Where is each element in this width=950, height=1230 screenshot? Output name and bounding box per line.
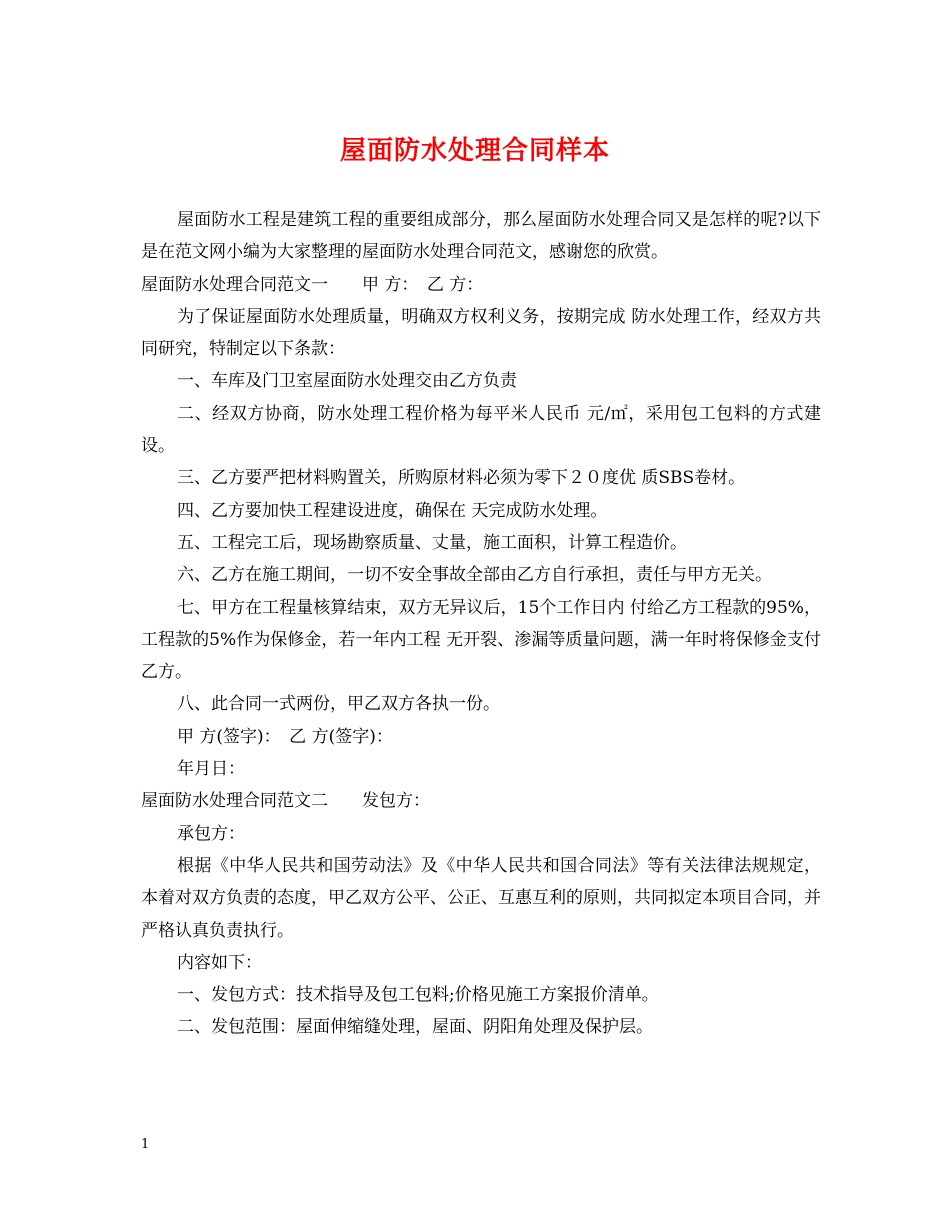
paragraph-content-heading: 内容如下： [177,952,262,973]
paragraph-date: 年月日： [177,759,245,780]
paragraph-clause-3: 三、乙方要严把材料购置关，所购原材料必须为零下２０度优 质SBS卷材。 [177,468,746,489]
paragraph-clause-2: 二、经双方协商，防水处理工程价格为每平米人民币 元/㎡，采用包工包料的方式建设。 [141,403,821,457]
document-body [141,204,821,1044]
paragraph-contract-scope: 二、发包范围：屋面伸缩缝处理，屋面、阴阳角处理及保护层。 [177,1017,653,1038]
paragraph-clause-1: 一、车库及门卫室屋面防水处理交由乙方负责 [177,371,517,392]
paragraph-sample-one-heading: 屋面防水处理合同范文一 甲 方： 乙 方： [141,274,484,295]
paragraph-clause-6: 六、乙方在施工期间，一切不安全事故全部由乙方自行承担，责任与甲方无关。 [177,565,772,586]
paragraph-contract-method: 一、发包方式：技术指导及包工包料;价格见施工方案报价清单。 [177,985,659,1006]
paragraph-sample-two-heading: 屋面防水处理合同范文二 发包方： [141,791,430,812]
paragraph-intro: 屋面防水工程是建筑工程的重要组成部分，那么屋面防水处理合同又是怎样的呢?以下是在范文网小编为大家整理的屋面防水处理合同范文，感谢您的欣赏。 [141,210,821,263]
paragraph-clause-4: 四、乙方要加快工程建设进度，确保在 天完成防水处理。 [177,500,608,521]
paragraph-clause-5: 五、工程完工后，现场勘察质量、丈量，施工面积，计算工程造价。 [177,532,687,553]
paragraph-contractor: 承包方： [177,823,245,844]
paragraph-clause-8: 八、此合同一式两份，甲乙双方各执一份。 [177,694,500,715]
paragraph-purpose: 为了保证屋面防水处理质量，明确双方权利义务，按期完成 防水处理工作，经双方共同研究，特制定以下条款： [141,306,821,360]
page-number: 1 [141,1137,150,1152]
document-title: 屋面防水处理合同样本 [339,136,610,166]
paragraph-clause-7: 七、甲方在工程量核算结束，双方无异议后，15个工作日内 付给乙方工程款的95%，工程款的5%作为保修金，若一年内工程 无开裂、渗漏等质量问题，满一年时将保修金支付乙方。 [141,597,821,683]
paragraph-legal-basis: 根据《中华人民共和国劳动法》及《中华人民共和国合同法》等有关法律法规规定，本着对双方负责的态度，甲乙双方公平、公正、互惠互利的原则，共同拟定本项目合同，并严格认真负责执行。 [141,855,821,941]
paragraph-signatures: 甲 方(签字)： 乙 方(签字)： [177,726,393,747]
